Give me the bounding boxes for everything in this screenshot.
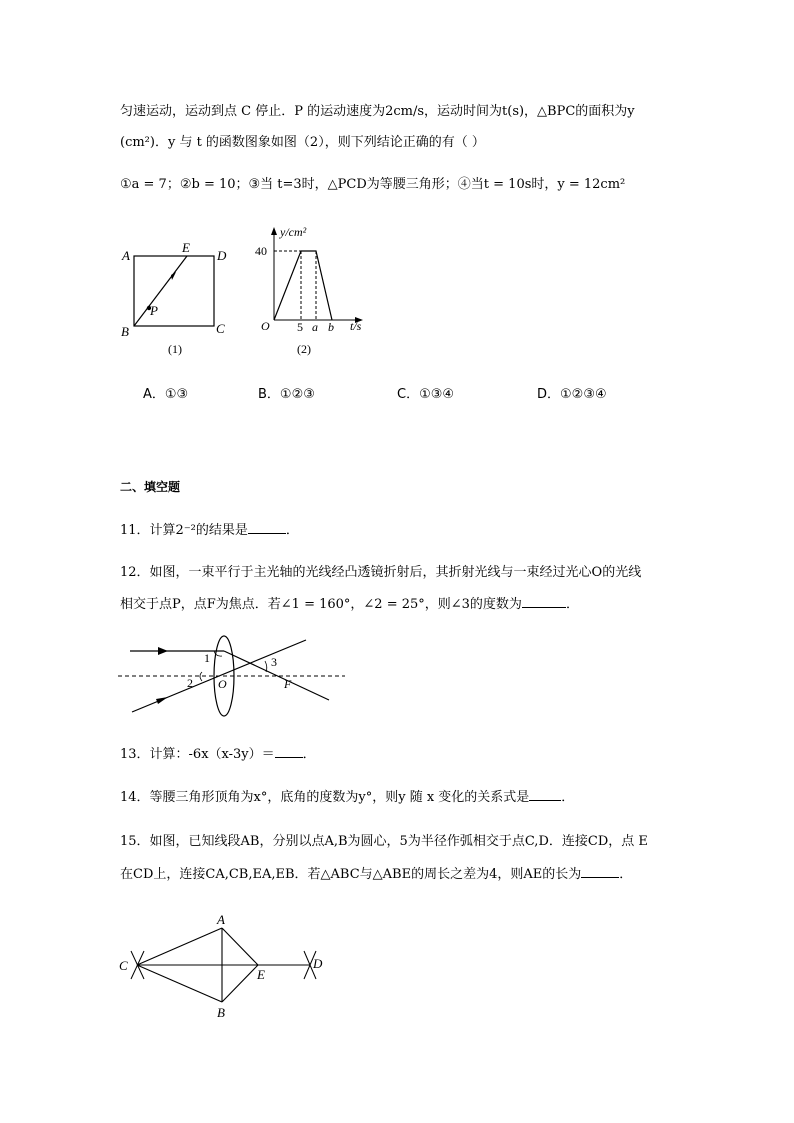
q13-text: 13．计算：-6x（x-3y）＝ [120,747,275,762]
x-tick-b: b [328,320,334,334]
q12-lens-figure [115,630,355,725]
q11-blank[interactable] [248,521,286,534]
parallel-ray-arrow [158,647,168,655]
x-tick-a: a [312,320,318,334]
choice-b[interactable] [258,383,315,402]
segment-eb [222,965,258,1002]
choice-b-text: ①②③ [279,387,315,402]
q15-line1: 15．如图，已知线段AB，分别以点A,B为圆心，5为半径作弧相交于点C,D．连接CD，点 E [120,834,648,849]
q15-end: ． [619,867,633,882]
q10-line1: 匀速运动，运动到点 C 停止．P 的运动速度为2cm/s，运动时间为t(s)，△BPC的面积为y [120,104,635,119]
q15-blank[interactable] [581,865,619,878]
focus-f-label: F [284,677,292,691]
q12-blank[interactable] [522,595,566,608]
q15-line2 [120,865,632,884]
label-c: C [216,321,225,336]
choice-c-text: ①③④ [419,387,455,402]
label-c: C [119,958,128,973]
center-ray-arrow [156,697,168,704]
q12-line1: 12．如图，一束平行于主光轴的光线经凸透镜折射后，其折射光线与一束经过光心O的光线 [120,565,642,580]
caption-1: (1) [168,342,182,356]
label-e: E [182,240,190,255]
caption-2: (2) [297,342,311,356]
choice-a-letter: A． [143,387,165,402]
choice-d-text: ①②③④ [560,387,607,402]
y-tick-40: 40 [255,244,267,258]
choice-b-letter: B． [258,387,280,402]
q14-text: 14．等腰三角形顶角为x°，底角的度数为y°，则y 随 x 变化的关系式是 [120,790,530,805]
choice-c-letter: C． [397,387,420,402]
rectangle-abcd [134,256,214,326]
q14-end: ． [561,790,575,805]
center-o-label: O [218,677,227,691]
segment-ea [222,928,258,965]
segment-cb [137,965,222,1002]
q12-end: ． [565,597,579,612]
label-d: D [217,248,227,263]
choice-a-text: ①③ [164,387,189,402]
choice-c[interactable] [397,383,454,402]
choice-d-letter: D． [537,387,561,402]
q10-line2: (cm²)．y 与 t 的函数图象如图（2），则下列结论正确的有（ ） [120,135,485,150]
choice-a[interactable] [143,383,188,402]
label-d: D [313,956,323,971]
q13 [120,745,316,764]
y-axis-arrow [271,227,277,235]
q10-figure-2 [250,220,380,360]
label-e: E [257,967,265,982]
choice-d[interactable] [537,383,607,402]
q12-line2 [120,595,579,614]
graph-line [274,251,332,320]
origin-label: O [261,319,270,333]
label-a: A [122,248,130,263]
q11 [120,521,299,540]
q15-line2-text: 在CD上，连接CA,CB,EA,EB．若△ABC与△ABE的周长之差为4，则AE的长为 [120,867,582,882]
q10-figure-1 [118,238,238,358]
segment-be [134,256,187,326]
q14 [120,788,574,807]
q11-text: 11．计算2⁻²的结果是 [120,523,248,538]
angle-3-label: 3 [271,655,277,669]
section-title: 二、填空题 [120,480,181,494]
y-axis-label: y/cm² [280,225,307,239]
q13-blank[interactable] [275,745,303,758]
q10-statements: ①a = 7；②b = 10；③当 t=3时，△PCD为等腰三角形；④当t = 10s时，y = 12cm² [120,177,626,192]
angle-2-label: 2 [187,676,193,690]
angle-2-arc [200,672,202,681]
q15-figure [115,905,335,1025]
q13-end: ． [302,747,316,762]
segment-ca [137,928,222,965]
x-tick-5: 5 [297,320,303,334]
label-b: B [217,1005,225,1020]
label-b: B [121,324,129,339]
angle-1-label: 1 [204,651,210,665]
q14-blank[interactable] [529,788,561,801]
label-a: A [217,912,225,927]
label-p: P [150,303,158,318]
q12-line2-text: 相交于点P，点F为焦点．若∠1 = 160°，∠2 = 25°，则∠3的度数为 [120,597,522,612]
q11-end: ． [285,523,299,538]
x-axis-label: t/s [350,319,362,333]
